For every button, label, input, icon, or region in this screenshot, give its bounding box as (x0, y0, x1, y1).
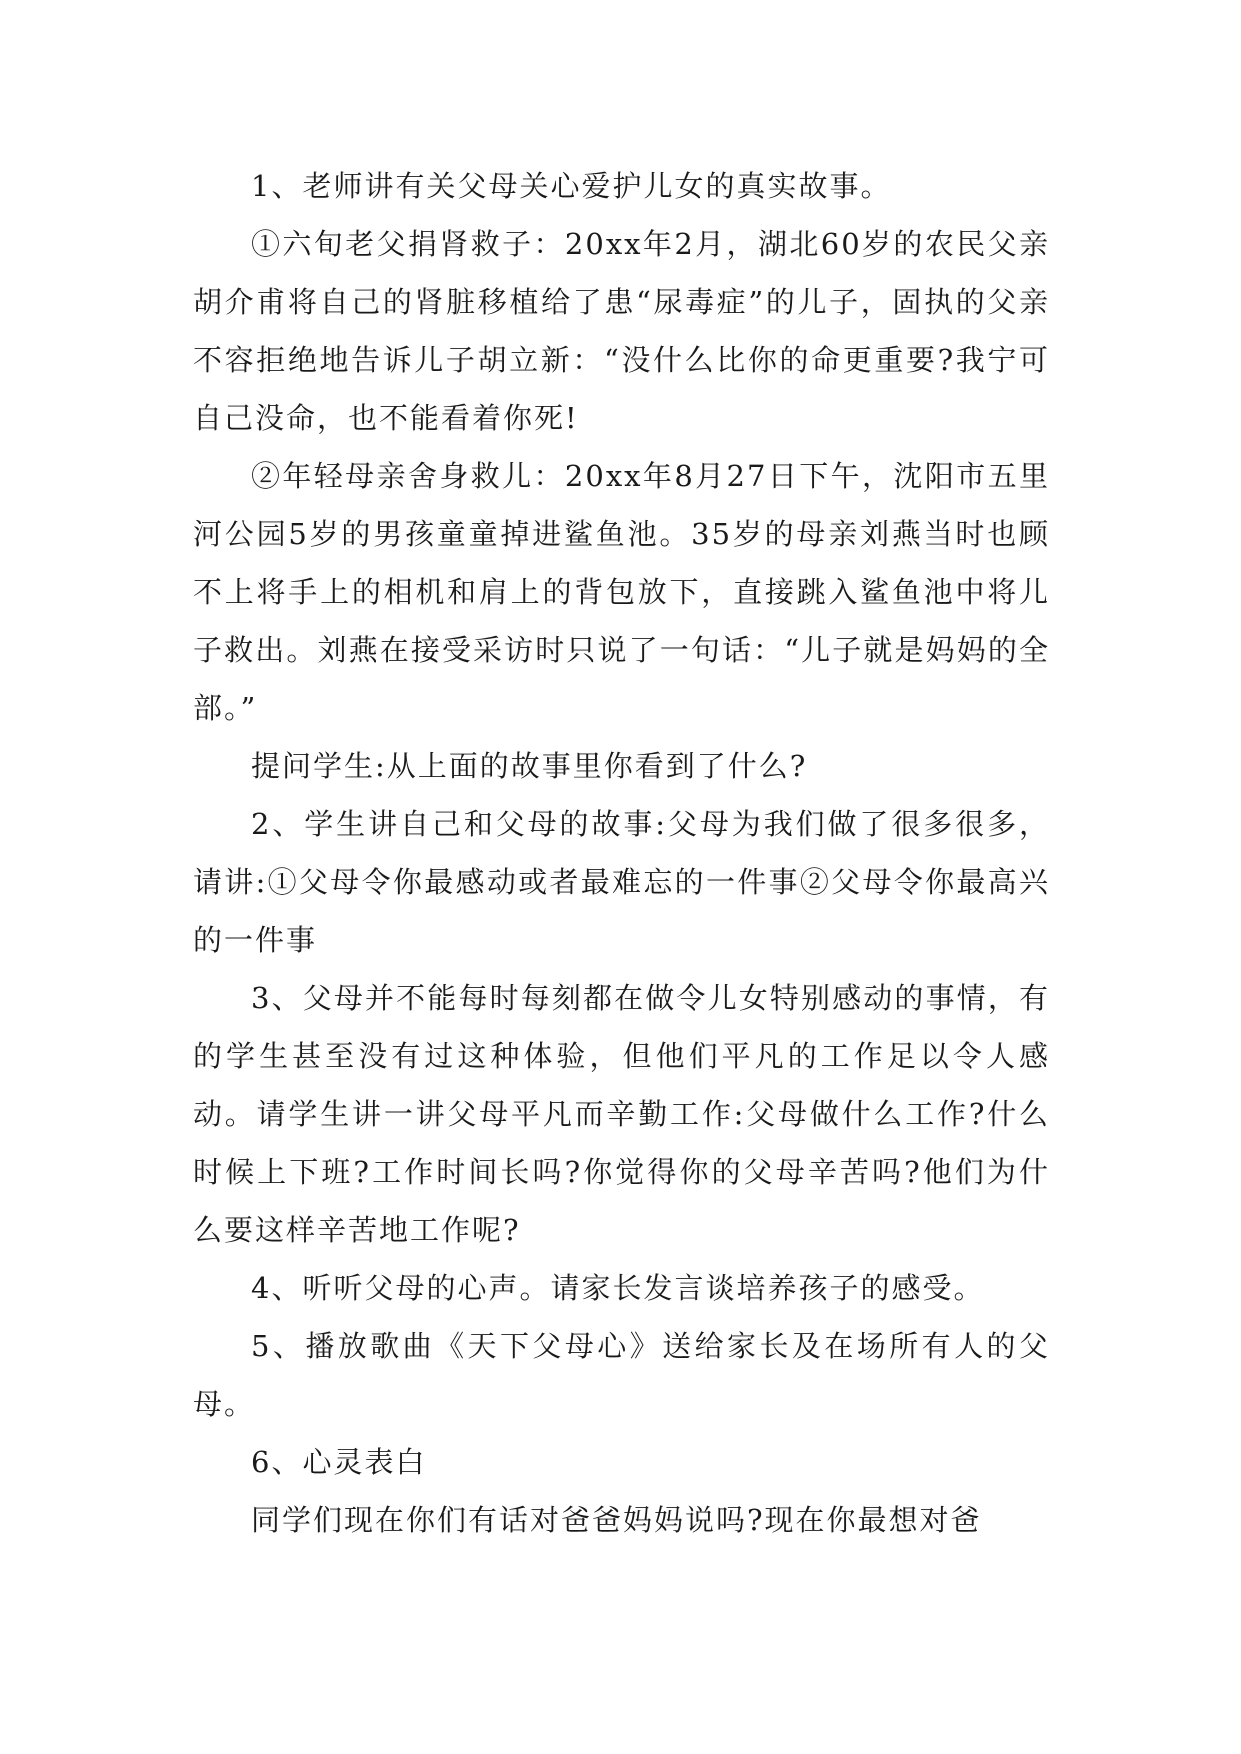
paragraph-heart-confession: 6、心灵表白 (251, 1445, 427, 1479)
document-body (193, 157, 1050, 1549)
paragraph-mother-story: ②年轻母亲舍身救儿：20xx年8月27日下午，沈阳市五里河公园5岁的男孩童童掉进鲨鱼池。35岁的母亲刘燕当时也顾不上将手上的相机和肩上的背包放下，直接跳入鲨鱼池中将儿子救出。刘燕在接受采访时只说了一句话：“儿子就是妈妈的全部。” (193, 459, 1050, 725)
paragraph-student-stories: 2、学生讲自己和父母的故事:父母为我们做了很多很多，请讲:①父母令你最感动或者最难忘的一件事②父母令你最高兴的一件事 (193, 807, 1050, 957)
paragraph-question: 提问学生:从上面的故事里你看到了什么? (251, 749, 808, 783)
paragraph-parents-work: 3、父母并不能每时每刻都在做令儿女特别感动的事情，有的学生甚至没有过这种体验，但他们平凡的工作足以令人感动。请学生讲一讲父母平凡而辛勤工作:父母做什么工作?什么时候上下班?工作时间长吗?你觉得你的父母辛苦吗?他们为什么要这样辛苦地工作呢? (193, 981, 1050, 1247)
paragraph-father-story: ①六旬老父捐肾救子：20xx年2月，湖北60岁的农民父亲胡介甫将自己的肾脏移植给了患“尿毒症”的儿子，固执的父亲不容拒绝地告诉儿子胡立新：“没什么比你的命更重要?我宁可自己没命，也不能看着你死! (193, 227, 1050, 435)
paragraph-teacher-story: 1、老师讲有关父母关心爱护儿女的真实故事。 (251, 169, 892, 203)
paragraph-closing: 同学们现在你们有话对爸爸妈妈说吗?现在你最想对爸 (251, 1503, 982, 1537)
paragraph-song: 5、播放歌曲《天下父母心》送给家长及在场所有人的父母。 (193, 1329, 1050, 1421)
paragraph-parents-voice: 4、听听父母的心声。请家长发言谈培养孩子的感受。 (251, 1271, 985, 1305)
